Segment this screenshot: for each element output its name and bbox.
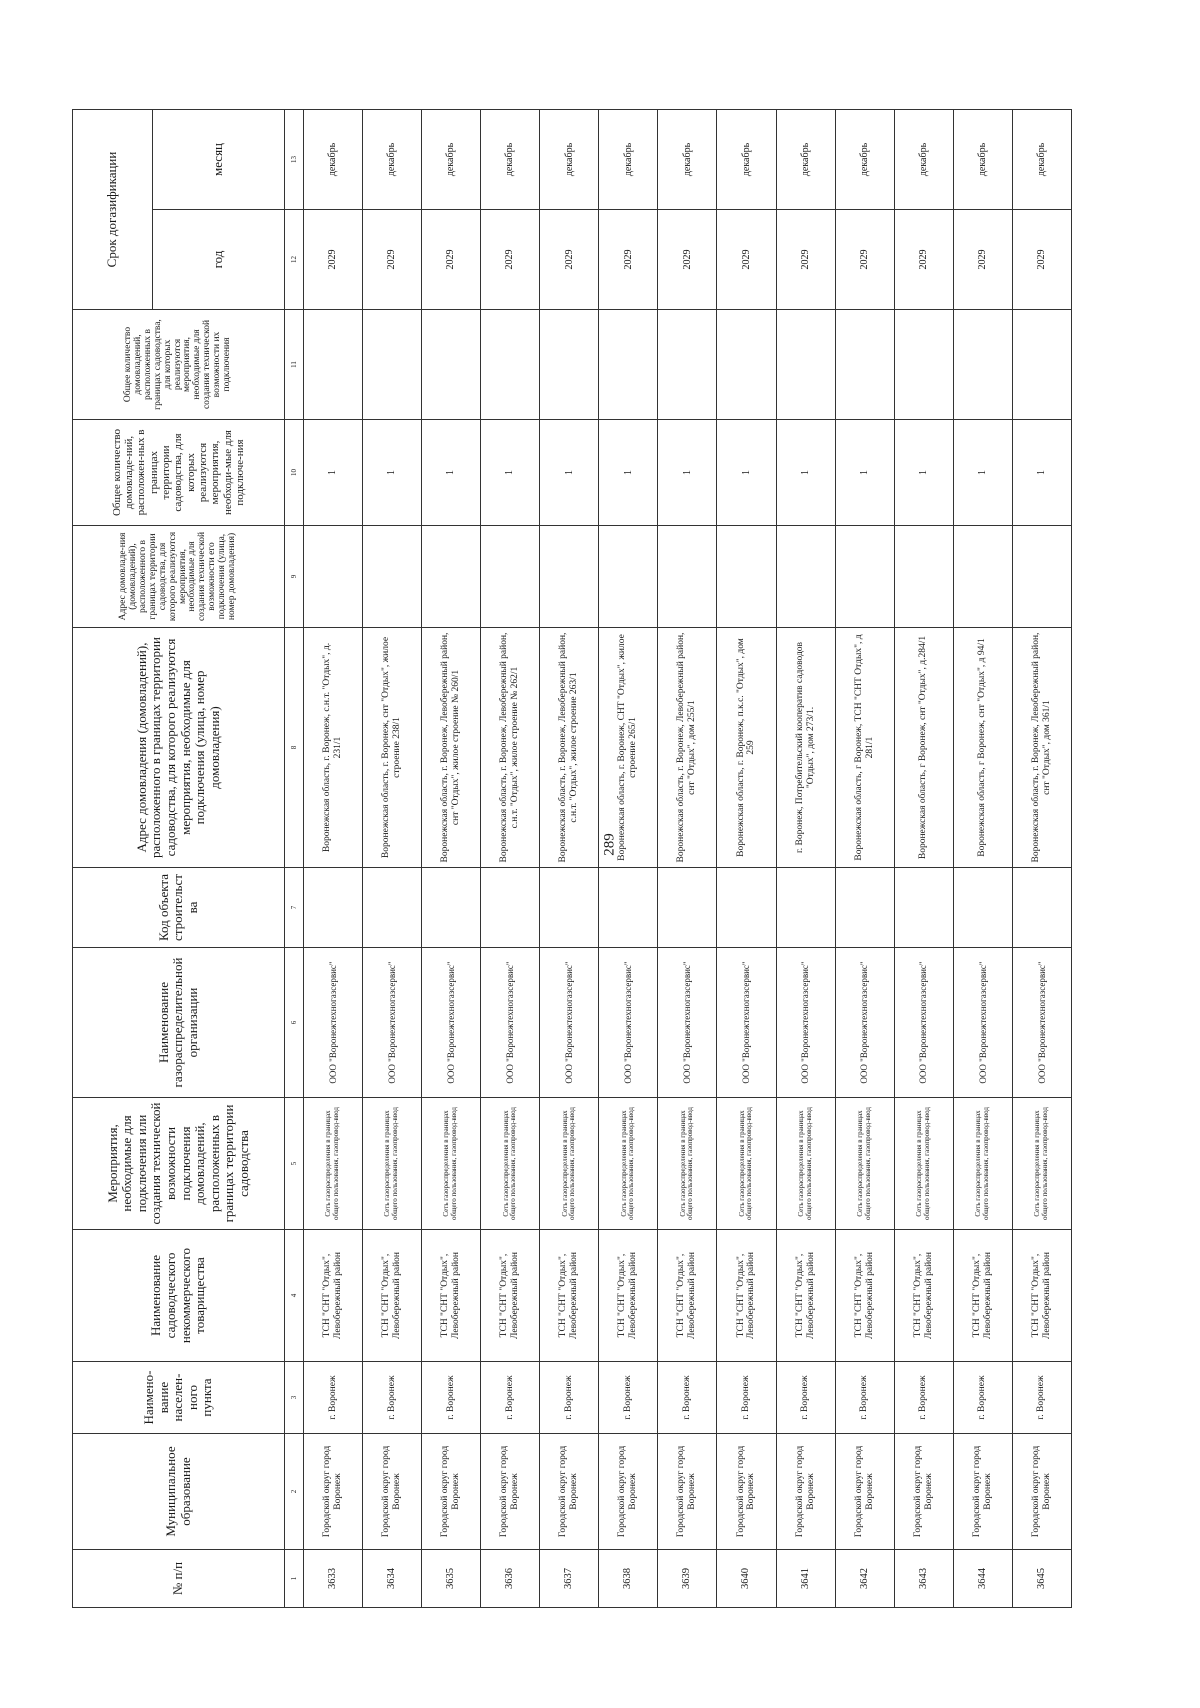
row-number: 3637 bbox=[540, 1550, 599, 1608]
municipality-cell: Городской округ город Воронеж bbox=[1012, 1434, 1071, 1550]
settlement-cell: г. Воронеж bbox=[835, 1362, 894, 1434]
year-cell: 2029 bbox=[304, 210, 363, 310]
address-cell: Воронежская область, г Воронеж, ТСН "СНТ Отдых", д 281/1 bbox=[835, 628, 894, 868]
month-cell: декабрь bbox=[363, 110, 422, 210]
row-number: 3644 bbox=[953, 1550, 1012, 1608]
header-snt: Наименование садоводческого некоммерческого товарищества bbox=[73, 1230, 285, 1362]
address-cell: Воронежская область, г. Воронеж, Левобережный район, с.н.т. "Отдых", жилое строение 263/1 bbox=[540, 628, 599, 868]
snt-cell: ТСН "СНТ "Отдых", Левобережный район bbox=[422, 1230, 481, 1362]
municipality-cell: Городской округ город Воронеж bbox=[658, 1434, 717, 1550]
year-cell: 2029 bbox=[422, 210, 481, 310]
row-number: 3640 bbox=[717, 1550, 776, 1608]
address-capacity-cell bbox=[363, 526, 422, 628]
header-count-capacity: Общее количество домовладений, расположенных в границах садоводства, для которых реализуются мероприятия, необходимые для создания технической возможности их подключения bbox=[73, 310, 285, 420]
snt-cell: ТСН "СНТ "Отдых", Левобережный район bbox=[658, 1230, 717, 1362]
snt-cell: ТСН "СНТ "Отдых", Левобережный район bbox=[776, 1230, 835, 1362]
municipality-cell: Городской округ город Воронеж bbox=[304, 1434, 363, 1550]
table-row bbox=[953, 110, 1012, 1608]
organization-cell: ООО "Воронежтехногазсервис" bbox=[658, 948, 717, 1098]
header-year: год bbox=[153, 210, 285, 310]
address-cell: Воронежская область, г. Воронеж, СНТ "Отдых", жилое строение 265/1 bbox=[599, 628, 658, 868]
count-connection-cell: 1 bbox=[658, 420, 717, 526]
count-connection-cell: 1 bbox=[894, 420, 953, 526]
settlement-cell: г. Воронеж bbox=[953, 1362, 1012, 1434]
header-row-1 bbox=[73, 110, 153, 1608]
address-cell: Воронежская область, г Воронеж, снт "Отдых", д 94/1 bbox=[953, 628, 1012, 868]
header-count-connection: Общее количество домовладе-ний, расположен-ных в границах территории садоводства, для которых реализуются мероприятия, необходи-мые для подключе-ния bbox=[73, 420, 285, 526]
object-code-cell bbox=[363, 868, 422, 948]
settlement-cell: г. Воронеж bbox=[599, 1362, 658, 1434]
year-cell: 2029 bbox=[894, 210, 953, 310]
measure-cell: Сеть газораспределения в границах общего пользования, газопровод-ввод bbox=[540, 1098, 599, 1230]
municipality-cell: Городской округ город Воронеж bbox=[894, 1434, 953, 1550]
municipality-cell: Городской округ город Воронеж bbox=[540, 1434, 599, 1550]
measure-cell: Сеть газораспределения в границах общего пользования, газопровод-ввод bbox=[835, 1098, 894, 1230]
month-cell: декабрь bbox=[953, 110, 1012, 210]
header-organization: Наименование газораспределительной организации bbox=[73, 948, 285, 1098]
object-code-cell bbox=[835, 868, 894, 948]
year-cell: 2029 bbox=[363, 210, 422, 310]
table-row bbox=[1012, 110, 1071, 1608]
settlement-cell: г. Воронеж bbox=[776, 1362, 835, 1434]
snt-cell: ТСН "СНТ "Отдых", Левобережный район bbox=[481, 1230, 540, 1362]
organization-cell: ООО "Воронежтехногазсервис" bbox=[1012, 948, 1071, 1098]
month-cell: декабрь bbox=[658, 110, 717, 210]
object-code-cell bbox=[776, 868, 835, 948]
header-measures: Мероприятия, необходимые для подключения или создания технической возможности подключения домовладений, расположенных в границах территории садоводства bbox=[73, 1098, 285, 1230]
count-capacity-cell bbox=[363, 310, 422, 420]
organization-cell: ООО "Воронежтехногазсервис" bbox=[717, 948, 776, 1098]
header-address: Адрес домовладения (домовладений), расположенного в границах территории садоводства, для которого реализуются мероприятия, необходимые для подключения (улица, номер домовладения) bbox=[73, 628, 285, 868]
object-code-cell bbox=[894, 868, 953, 948]
object-code-cell bbox=[481, 868, 540, 948]
count-connection-cell: 1 bbox=[717, 420, 776, 526]
month-cell: декабрь bbox=[422, 110, 481, 210]
column-number: 5 bbox=[285, 1098, 304, 1230]
header-settlement: Наимено-вание населен-ного пункта bbox=[73, 1362, 285, 1434]
column-number: 1 bbox=[285, 1550, 304, 1608]
settlement-cell: г. Воронеж bbox=[658, 1362, 717, 1434]
column-number: 3 bbox=[285, 1362, 304, 1434]
settlement-cell: г. Воронеж bbox=[363, 1362, 422, 1434]
year-cell: 2029 bbox=[481, 210, 540, 310]
address-capacity-cell bbox=[717, 526, 776, 628]
measure-cell: Сеть газораспределения в границах общего пользования, газопровод-ввод bbox=[894, 1098, 953, 1230]
municipality-cell: Городской округ город Воронеж bbox=[481, 1434, 540, 1550]
count-connection-cell: 1 bbox=[422, 420, 481, 526]
column-number: 11 bbox=[285, 310, 304, 420]
column-number: 10 bbox=[285, 420, 304, 526]
organization-cell: ООО "Воронежтехногазсервис" bbox=[304, 948, 363, 1098]
measure-cell: Сеть газораспределения в границах общего пользования, газопровод-ввод bbox=[717, 1098, 776, 1230]
settlement-cell: г. Воронеж bbox=[1012, 1362, 1071, 1434]
page-number: 289 bbox=[601, 833, 618, 856]
table-row bbox=[894, 110, 953, 1608]
column-number: 2 bbox=[285, 1434, 304, 1550]
table-row bbox=[658, 110, 717, 1608]
object-code-cell bbox=[540, 868, 599, 948]
header-deadline: Срок догазификации bbox=[73, 110, 153, 310]
year-cell: 2029 bbox=[658, 210, 717, 310]
count-capacity-cell bbox=[717, 310, 776, 420]
settlement-cell: г. Воронеж bbox=[481, 1362, 540, 1434]
year-cell: 2029 bbox=[599, 210, 658, 310]
measure-cell: Сеть газораспределения в границах общего пользования, газопровод-ввод bbox=[304, 1098, 363, 1230]
row-number: 3636 bbox=[481, 1550, 540, 1608]
measure-cell: Сеть газораспределения в границах общего пользования, газопровод-ввод bbox=[481, 1098, 540, 1230]
object-code-cell bbox=[1012, 868, 1071, 948]
column-number-row bbox=[285, 110, 304, 1608]
table-row bbox=[599, 110, 658, 1608]
count-connection-cell: 1 bbox=[776, 420, 835, 526]
count-capacity-cell bbox=[481, 310, 540, 420]
snt-cell: ТСН "СНТ "Отдых", Левобережный район bbox=[717, 1230, 776, 1362]
column-number: 9 bbox=[285, 526, 304, 628]
settlement-cell: г. Воронеж bbox=[540, 1362, 599, 1434]
count-connection-cell: 1 bbox=[481, 420, 540, 526]
month-cell: декабрь bbox=[599, 110, 658, 210]
column-number: 13 bbox=[285, 110, 304, 210]
count-connection-cell: 1 bbox=[540, 420, 599, 526]
municipality-cell: Городской округ город Воронеж bbox=[363, 1434, 422, 1550]
municipality-cell: Городской округ город Воронеж bbox=[835, 1434, 894, 1550]
address-cell: Воронежская область, г. Воронеж, Левобережный район, снт "Отдых", дом 361/1 bbox=[1012, 628, 1071, 868]
snt-cell: ТСН "СНТ "Отдых", Левобережный район bbox=[599, 1230, 658, 1362]
organization-cell: ООО "Воронежтехногазсервис" bbox=[953, 948, 1012, 1098]
address-cell: Воронежская область, г. Воронеж, Левобережный район, снт "Отдых", жилое строение № 260/1 bbox=[422, 628, 481, 868]
column-number: 6 bbox=[285, 948, 304, 1098]
object-code-cell bbox=[953, 868, 1012, 948]
year-cell: 2029 bbox=[717, 210, 776, 310]
table-row bbox=[304, 110, 363, 1608]
table-row bbox=[835, 110, 894, 1608]
row-number: 3634 bbox=[363, 1550, 422, 1608]
snt-cell: ТСН "СНТ "Отдых", Левобережный район bbox=[835, 1230, 894, 1362]
month-cell: декабрь bbox=[1012, 110, 1071, 210]
organization-cell: ООО "Воронежтехногазсервис" bbox=[599, 948, 658, 1098]
address-capacity-cell bbox=[835, 526, 894, 628]
address-capacity-cell bbox=[1012, 526, 1071, 628]
settlement-cell: г. Воронеж bbox=[894, 1362, 953, 1434]
measure-cell: Сеть газораспределения в границах общего пользования, газопровод-ввод bbox=[599, 1098, 658, 1230]
count-connection-cell: 1 bbox=[835, 420, 894, 526]
count-connection-cell: 1 bbox=[599, 420, 658, 526]
header-month: месяц bbox=[153, 110, 285, 210]
object-code-cell bbox=[658, 868, 717, 948]
count-connection-cell: 1 bbox=[953, 420, 1012, 526]
address-cell: Воронежская область, г. Воронеж, с.н.т. "Отдых", д. 231/1 bbox=[304, 628, 363, 868]
count-capacity-cell bbox=[422, 310, 481, 420]
address-capacity-cell bbox=[953, 526, 1012, 628]
organization-cell: ООО "Воронежтехногазсервис" bbox=[835, 948, 894, 1098]
count-capacity-cell bbox=[658, 310, 717, 420]
column-number: 4 bbox=[285, 1230, 304, 1362]
address-capacity-cell bbox=[776, 526, 835, 628]
organization-cell: ООО "Воронежтехногазсервис" bbox=[363, 948, 422, 1098]
address-capacity-cell bbox=[658, 526, 717, 628]
address-cell: Воронежская область, г Воронеж, снт "Отдых", д.284/1 bbox=[894, 628, 953, 868]
organization-cell: ООО "Воронежтехногазсервис" bbox=[776, 948, 835, 1098]
snt-cell: ТСН "СНТ "Отдых", Левобережный район bbox=[540, 1230, 599, 1362]
address-cell: Воронежская область, г. Воронеж, снт "Отдых", жилое строение 238/1 bbox=[363, 628, 422, 868]
count-capacity-cell bbox=[1012, 310, 1071, 420]
header-num: № п/п bbox=[73, 1550, 285, 1608]
snt-cell: ТСН "СНТ "Отдых", Левобережный район bbox=[894, 1230, 953, 1362]
address-cell: Воронежская область, г. Воронеж, Левобережный район, с.н.т. "Отдых", жилое строение № 262/1 bbox=[481, 628, 540, 868]
address-capacity-cell bbox=[540, 526, 599, 628]
month-cell: декабрь bbox=[481, 110, 540, 210]
municipality-cell: Городской округ город Воронеж bbox=[776, 1434, 835, 1550]
month-cell: декабрь bbox=[540, 110, 599, 210]
snt-cell: ТСН "СНТ "Отдых", Левобережный район bbox=[1012, 1230, 1071, 1362]
row-number: 3643 bbox=[894, 1550, 953, 1608]
table-row bbox=[422, 110, 481, 1608]
count-capacity-cell bbox=[540, 310, 599, 420]
settlement-cell: г. Воронеж bbox=[717, 1362, 776, 1434]
snt-cell: ТСН "СНТ "Отдых", Левобережный район bbox=[304, 1230, 363, 1362]
address-capacity-cell bbox=[894, 526, 953, 628]
snt-cell: ТСН "СНТ "Отдых", Левобережный район bbox=[363, 1230, 422, 1362]
gasification-table bbox=[72, 109, 1072, 1608]
municipality-cell: Городской округ город Воронеж bbox=[422, 1434, 481, 1550]
address-capacity-cell bbox=[304, 526, 363, 628]
year-cell: 2029 bbox=[776, 210, 835, 310]
table-row bbox=[776, 110, 835, 1608]
organization-cell: ООО "Воронежтехногазсервис" bbox=[481, 948, 540, 1098]
measure-cell: Сеть газораспределения в границах общего пользования, газопровод-ввод bbox=[658, 1098, 717, 1230]
address-cell: г. Воронеж, Потребительский кооператив садоводов "Отдых", дом 273/1. bbox=[776, 628, 835, 868]
count-connection-cell: 1 bbox=[363, 420, 422, 526]
month-cell: декабрь bbox=[717, 110, 776, 210]
year-cell: 2029 bbox=[540, 210, 599, 310]
table-row bbox=[363, 110, 422, 1608]
table-row bbox=[717, 110, 776, 1608]
row-number: 3635 bbox=[422, 1550, 481, 1608]
count-capacity-cell bbox=[304, 310, 363, 420]
count-capacity-cell bbox=[835, 310, 894, 420]
address-cell: Воронежская область, г. Воронеж, Левобережный район, снт "Отдых", дом 255/1 bbox=[658, 628, 717, 868]
address-cell: Воронежская область, г. Воронеж, п.к.с. "Отдых", дом 259 bbox=[717, 628, 776, 868]
rotated-page bbox=[72, 110, 1072, 1608]
month-cell: декабрь bbox=[835, 110, 894, 210]
count-capacity-cell bbox=[776, 310, 835, 420]
month-cell: декабрь bbox=[776, 110, 835, 210]
measure-cell: Сеть газораспределения в границах общего пользования, газопровод-ввод bbox=[776, 1098, 835, 1230]
table-row bbox=[540, 110, 599, 1608]
measure-cell: Сеть газораспределения в границах общего пользования, газопровод-ввод bbox=[363, 1098, 422, 1230]
object-code-cell bbox=[599, 868, 658, 948]
snt-cell: ТСН "СНТ "Отдых", Левобережный район bbox=[953, 1230, 1012, 1362]
count-capacity-cell bbox=[599, 310, 658, 420]
settlement-cell: г. Воронеж bbox=[304, 1362, 363, 1434]
address-capacity-cell bbox=[422, 526, 481, 628]
count-connection-cell: 1 bbox=[1012, 420, 1071, 526]
municipality-cell: Городской округ город Воронеж bbox=[953, 1434, 1012, 1550]
address-capacity-cell bbox=[599, 526, 658, 628]
count-capacity-cell bbox=[953, 310, 1012, 420]
header-municipality: Муниципальное образование bbox=[73, 1434, 285, 1550]
column-number: 7 bbox=[285, 868, 304, 948]
column-number: 8 bbox=[285, 628, 304, 868]
year-cell: 2029 bbox=[1012, 210, 1071, 310]
organization-cell: ООО "Воронежтехногазсервис" bbox=[894, 948, 953, 1098]
year-cell: 2029 bbox=[835, 210, 894, 310]
table-row bbox=[481, 110, 540, 1608]
object-code-cell bbox=[422, 868, 481, 948]
organization-cell: ООО "Воронежтехногазсервис" bbox=[422, 948, 481, 1098]
organization-cell: ООО "Воронежтехногазсервис" bbox=[540, 948, 599, 1098]
header-address-capacity: Адрес домовладе-ния (домовладений), расположенного в границах территории садоводства, для которого реализуются мероприятия, необходимые для создания технической возможности его подключения (улица, номер домовладения) bbox=[73, 526, 285, 628]
address-capacity-cell bbox=[481, 526, 540, 628]
header-object-code: Код объекта строительства bbox=[73, 868, 285, 948]
municipality-cell: Городской округ город Воронеж bbox=[599, 1434, 658, 1550]
measure-cell: Сеть газораспределения в границах общего пользования, газопровод-ввод bbox=[953, 1098, 1012, 1230]
row-number: 3641 bbox=[776, 1550, 835, 1608]
row-number: 3638 bbox=[599, 1550, 658, 1608]
object-code-cell bbox=[717, 868, 776, 948]
measure-cell: Сеть газораспределения в границах общего пользования, газопровод-ввод bbox=[422, 1098, 481, 1230]
measure-cell: Сеть газораспределения в границах общего пользования, газопровод-ввод bbox=[1012, 1098, 1071, 1230]
municipality-cell: Городской округ город Воронеж bbox=[717, 1434, 776, 1550]
row-number: 3639 bbox=[658, 1550, 717, 1608]
month-cell: декабрь bbox=[304, 110, 363, 210]
row-number: 3642 bbox=[835, 1550, 894, 1608]
settlement-cell: г. Воронеж bbox=[422, 1362, 481, 1434]
count-connection-cell: 1 bbox=[304, 420, 363, 526]
year-cell: 2029 bbox=[953, 210, 1012, 310]
column-number: 12 bbox=[285, 210, 304, 310]
row-number: 3633 bbox=[304, 1550, 363, 1608]
month-cell: декабрь bbox=[894, 110, 953, 210]
row-number: 3645 bbox=[1012, 1550, 1071, 1608]
object-code-cell bbox=[304, 868, 363, 948]
count-capacity-cell bbox=[894, 310, 953, 420]
